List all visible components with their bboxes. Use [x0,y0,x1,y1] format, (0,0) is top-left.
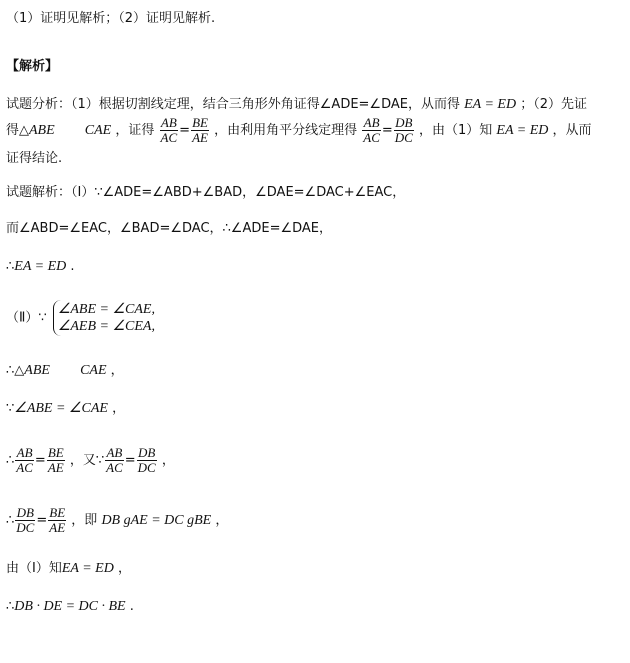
fraction: $\frac{AB}{AC}$ [106,445,123,475]
analysis-text: ，证得 [115,123,155,138]
fraction: $\frac{AB}{AC}$ [160,115,178,145]
formula: EA = ED [14,259,67,274]
fraction: $\frac{DB}{DC}$ [137,445,156,475]
fraction: $\frac{DB}{DC}$ [394,115,413,145]
solution-line-4: （Ⅱ）∵ ∠ABE = ∠CAE, ∠AEB = ∠CEA, [6,302,155,334]
formula: EA = ED [496,123,549,138]
formula: CAE [84,123,112,138]
answer-line: （1）证明见解析；（2）证明见解析. [6,11,216,26]
analysis-text: ，从而 [552,123,592,138]
fraction: $\frac{AB}{AC}$ [16,445,33,475]
analysis-text: ；（2）先证 [520,97,588,112]
solution-line-8: ∴ $\frac{DB}{DC}$ = $\frac{BE}{AE}$ ，即 DB gAE = DC gBE ， [6,505,229,535]
solution-line-2: 而∠ABD=∠EAC，∠BAD=∠DAC，∴∠ADE=∠DAE， [6,221,333,236]
analysis-line-3: 证得结论. [6,151,63,166]
section-header: 【解析】 [6,59,59,74]
fraction: $\frac{BE}{AE}$ [47,445,64,475]
analysis-text: ，由利用角平分线定理得 [214,123,358,138]
solution-line-9: 由（Ⅰ）知EA = ED ， [6,561,131,576]
solution-line-10: ∴DB · DE = DC · BE . [6,599,134,614]
formula: EA = ED [61,561,114,576]
analysis-text: ，由（1）知 [419,123,493,138]
solution-line-7: ∴ $\frac{AB}{AC}$ = $\frac{BE}{AE}$ ，又∵ $\frac{AB}{AC}$ = $\frac{DB}{DC}$ ， [6,445,175,475]
formula: DB · DE = DC · BE [14,599,126,614]
formula: ∠ABE = ∠CAE [14,401,108,416]
analysis-text: 得△ [6,123,29,138]
solution-line-6: ∵∠ABE = ∠CAE ， [6,401,126,416]
solution-line-5: ∴△ABE CAE ， [6,363,124,378]
formula: DB gAE = DC gBE [101,513,212,528]
equation-system: ∠ABE = ∠CAE, ∠AEB = ∠CEA, [53,300,155,336]
analysis-line-2: 得△ABE CAE ，证得 $\frac{AB}{AC}$ = $\frac{BE}{AE}$ ，由利用角平分线定理得 $\frac{AB}{AC}$ = $\frac{DB}{DC}$ ，由（1）知 EA = ED ，从而 [6,115,592,145]
solution-line-3: ∴EA = ED . [6,259,75,274]
analysis-text: 试题分析：（1）根据切割线定理，结合三角形外角证得∠ADE=∠DAE，从而得 [6,97,460,112]
fraction: $\frac{AB}{AC}$ [363,115,380,145]
fraction: $\frac{DB}{DC}$ [16,505,35,535]
fraction: $\frac{BE}{AE}$ [192,115,208,145]
formula: EA = ED [464,97,517,112]
fraction: $\frac{BE}{AE}$ [49,505,66,535]
formula: ABE [29,123,55,138]
solution-line-1: 试题解析：（Ⅰ）∵∠ADE=∠ABD+∠BAD，∠DAE=∠DAC+∠EAC， [6,185,406,200]
analysis-line-1 [6,96,587,114]
